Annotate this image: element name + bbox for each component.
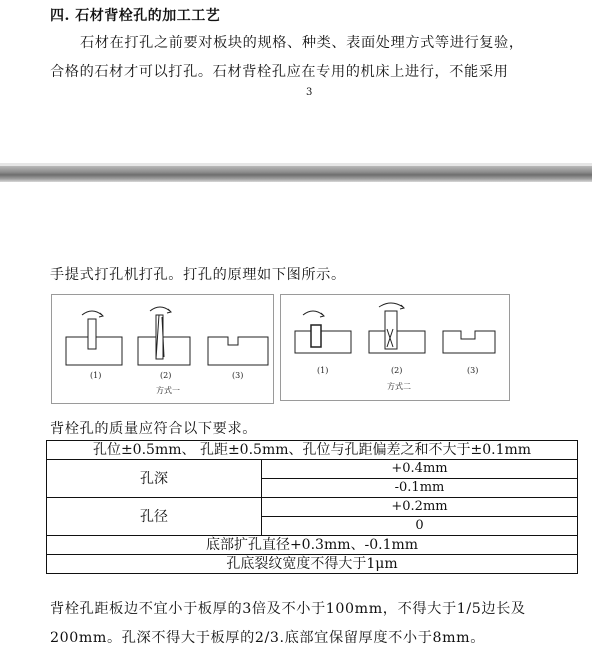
page-number: 3 xyxy=(306,87,313,98)
drilling-illustration-2 xyxy=(281,295,509,400)
paragraph-line: 手提式打孔机打孔。打孔的原理如下图所示。 xyxy=(50,267,346,283)
table-cell-crack: 孔底裂纹宽度不得大于1μm xyxy=(47,555,578,574)
step-label: (1) xyxy=(90,371,102,380)
step-label: (3) xyxy=(232,371,244,380)
table-row xyxy=(47,498,578,517)
section-heading: 四. 石材背栓孔的加工工艺 xyxy=(50,8,221,24)
method-label: 方式二 xyxy=(387,382,411,391)
drill-step-2 xyxy=(138,307,190,365)
drill-step-3 xyxy=(443,331,495,353)
table-cell-depth-label: 孔深 xyxy=(47,460,262,498)
step-label: (2) xyxy=(160,371,172,380)
step-label: (3) xyxy=(467,366,479,375)
table-cell-depth-minus: -0.1mm xyxy=(262,479,578,498)
method-label: 方式一 xyxy=(156,386,180,395)
table-cell-bottom-enlarge: 底部扩孔直径+0.3mm、-0.1mm xyxy=(47,536,578,555)
table-row xyxy=(47,460,578,479)
page-break-separator xyxy=(0,166,592,182)
table-cell-diameter-plus: +0.2mm xyxy=(262,498,578,517)
table-cell-diameter-label: 孔径 xyxy=(47,498,262,536)
drill-step-1 xyxy=(66,311,122,365)
paragraph-line: 200mm。孔深不得大于板厚的2/3.底部宜保留厚度不小于8mm。 xyxy=(50,630,486,646)
drill-step-2 xyxy=(369,303,425,353)
table-row xyxy=(47,536,578,555)
step-label: (2) xyxy=(391,366,403,375)
paragraph-line: 背栓孔距板边不宜小于板厚的3倍及不小于100mm，不得大于1/5边长及 xyxy=(50,601,526,617)
quality-intro: 背栓孔的质量应符合以下要求。 xyxy=(50,421,258,437)
drilling-illustration-1 xyxy=(52,295,273,403)
step-label: (1) xyxy=(317,366,329,375)
paragraph-line: 石材在打孔之前要对板块的规格、种类、表面处理方式等进行复验， xyxy=(80,35,524,51)
drilling-diagram-method-2 xyxy=(280,294,510,401)
paragraph-line: 合格的石材才可以打孔。石材背栓孔应在专用的机床上进行，不能采用 xyxy=(50,64,509,80)
drilling-diagram-method-1 xyxy=(51,294,274,404)
drill-step-3 xyxy=(208,337,268,365)
table-cell-position: 孔位±0.5mm、 孔距±0.5mm、孔位与孔距偏差之和不大于±0.1mm xyxy=(47,441,578,460)
drill-step-1 xyxy=(295,311,351,353)
table-row xyxy=(47,555,578,574)
table-cell-diameter-minus: 0 xyxy=(262,517,578,536)
table-cell-depth-plus: +0.4mm xyxy=(262,460,578,479)
table-row xyxy=(47,441,578,460)
quality-requirements-table xyxy=(46,440,578,574)
